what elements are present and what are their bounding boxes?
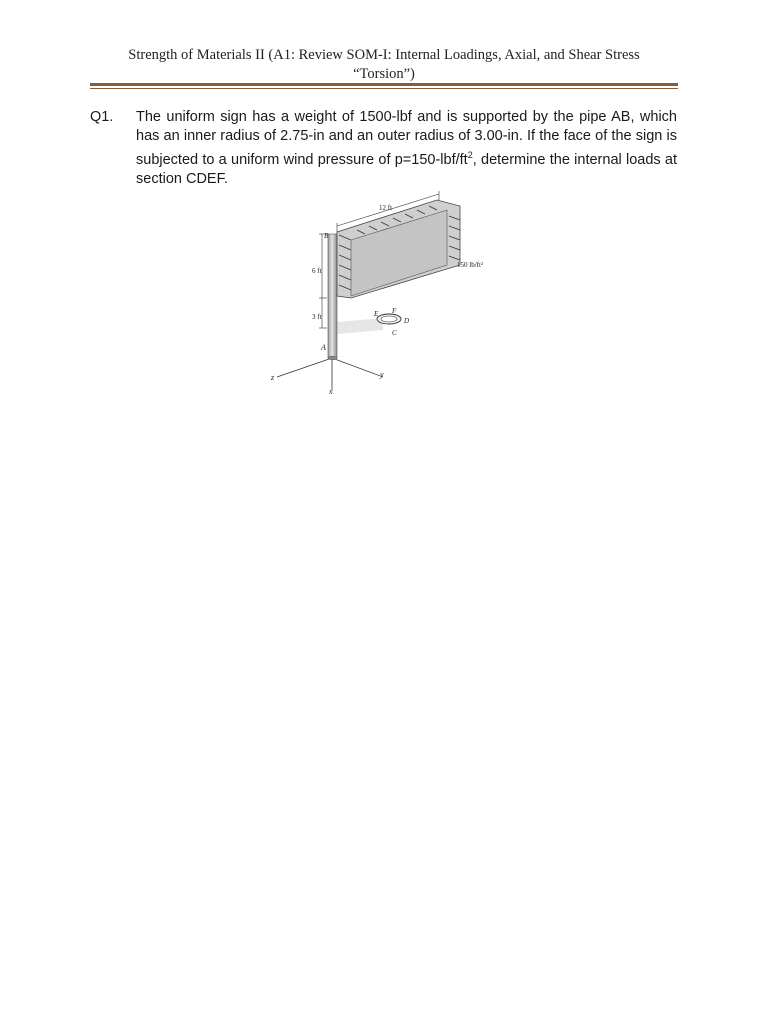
point-B-label: B <box>324 232 329 240</box>
axis-z-label: z <box>271 373 275 382</box>
header-rule-thick <box>90 83 678 86</box>
question-text-end: , determine the internal loads at section CDEF. <box>136 151 678 187</box>
point-D-label: D <box>404 317 410 325</box>
document-header <box>90 46 678 84</box>
point-A-label: A <box>321 343 326 352</box>
question-text-sup: 2 <box>467 150 473 160</box>
lower-height-label: 3 ft <box>312 313 322 321</box>
pressure-label: 150 lb/ft² <box>457 261 484 269</box>
width-dimension-label: 12 ft <box>379 204 393 212</box>
pipe-AB <box>328 234 337 360</box>
sign-board <box>337 200 460 298</box>
question-number: Q1. <box>90 109 114 125</box>
question-text <box>136 108 677 189</box>
point-E-label: E <box>374 310 379 318</box>
header-line-2: “Torsion”) <box>353 66 415 82</box>
point-C-label: C <box>392 329 397 337</box>
header-rule-thin <box>90 88 678 89</box>
point-F-label: F <box>392 307 397 315</box>
upper-height-label: 6 ft <box>312 267 322 275</box>
header-line-1: Strength of Materials II (A1: Review SOM-I: Internal Loadings, Axial, and Shear Stress <box>128 47 640 63</box>
question-text-main: The uniform sign has a weight of 1500-lbf and is supported by the pipe AB, which has an inner radius of 2.75-in and an outer radius of 3.00-in. If the face of the sign is subjected to a uniform wind pressure of p=150-lbf/ft <box>136 109 677 168</box>
axis-y-label: y <box>380 370 384 379</box>
axis-x-label: x <box>329 387 333 395</box>
sign-figure <box>265 190 505 395</box>
sign-diagram <box>265 190 505 395</box>
